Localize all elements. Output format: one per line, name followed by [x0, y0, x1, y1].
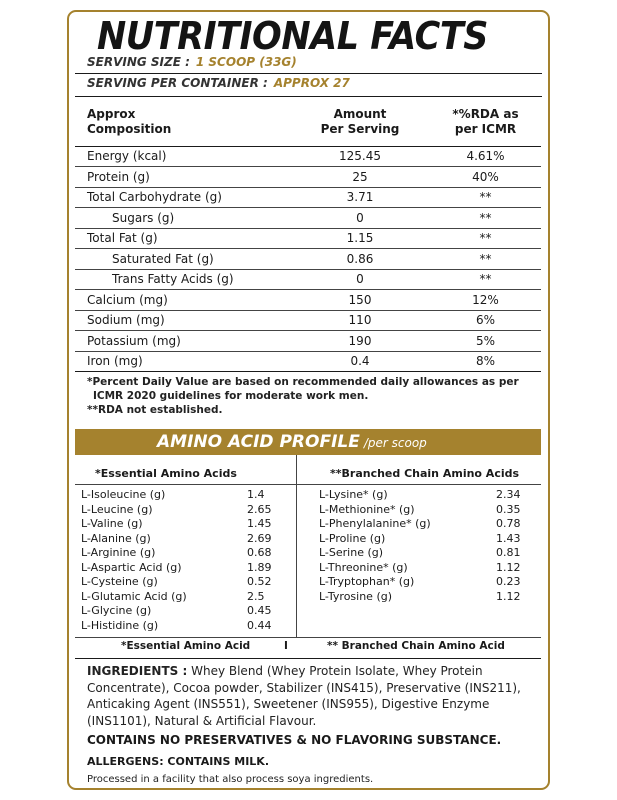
- table-row: Potassium (mg) 190 5%: [75, 331, 541, 352]
- ingredients-label: INGREDIENTS :: [87, 664, 188, 678]
- allergens-notice: ALLERGENS: CONTAINS MILK.: [87, 755, 270, 768]
- serving-size-value: 1 SCOOP (33G): [195, 55, 297, 69]
- divider: [75, 96, 542, 97]
- list-item: L-Proline (g) 1.43: [319, 531, 521, 545]
- divider: [296, 484, 541, 485]
- list-item: L-Methionine* (g) 0.35: [319, 502, 521, 516]
- note-line: ICMR 2020 guidelines for moderate work men.: [93, 390, 369, 402]
- table-row: Iron (mg) 0.4 8%: [75, 351, 541, 372]
- table-row: Trans Fatty Acids (g) 0 **: [75, 269, 541, 290]
- no-preservatives-notice: CONTAINS NO PRESERVATIVES & NO FLAVORING SUBSTANCE.: [87, 733, 502, 747]
- list-item: L-Cysteine (g) 0.52: [81, 575, 272, 588]
- note-line: *Percent Daily Value are based on recommended daily allowances as per: [87, 376, 519, 388]
- divider: [75, 658, 541, 659]
- servings-per-container: [87, 76, 350, 90]
- list-item: L-Phenylalanine* (g) 0.78: [319, 517, 521, 530]
- nutrition-table-header: [75, 98, 541, 146]
- nutrition-facts-panel: [67, 10, 550, 790]
- table-row: Calcium (mg) 150 12%: [75, 290, 541, 311]
- serving-size: [87, 55, 297, 69]
- list-item: L-Lysine* (g) 2.34: [319, 488, 521, 501]
- list-item: L-Histidine (g) 0.44: [81, 618, 272, 632]
- table-row: Energy (kcal) 125.45 4.61%: [75, 146, 541, 167]
- table-row: Total Carbohydrate (g) 3.71 **: [75, 187, 541, 208]
- essential-amino-list: [81, 488, 291, 633]
- list-item: L-Isoleucine (g) 1.4: [81, 488, 265, 501]
- note-line: **RDA not established.: [87, 404, 223, 416]
- ingredients-text: Whey Blend (Whey Protein Isolate, Whey Protein Concentrate), Cocoa powder, Stabilizer (INS415), Preservative (INS211), Anticaking Agent (INS551), Sweetener (INS955), Digestive Enzyme (INS1101), Natural & Artificial Flavour.: [87, 664, 521, 728]
- amino-acid-title: AMINO ACID PROFILE: [157, 432, 360, 452]
- table-row: Total Fat (g) 1.15 **: [75, 228, 541, 249]
- list-item: L-Glycine (g) 0.45: [81, 604, 272, 617]
- rda-notes: [87, 375, 519, 417]
- table-row: Sodium (mg) 110 6%: [75, 310, 541, 331]
- servings-per-container-value: APPROX 27: [273, 76, 350, 90]
- processing-notice: Processed in a facility that also process soya ingredients.: [87, 774, 374, 785]
- header-composition: Approx Composition: [75, 98, 290, 146]
- table-row: Sugars (g) 0 **: [75, 208, 541, 229]
- amino-acid-subtitle: /per scoop: [363, 436, 427, 450]
- servings-per-container-label: SERVING PER CONTAINER :: [87, 76, 268, 90]
- column-divider: [296, 455, 297, 638]
- list-item: L-Alanine (g) 2.69: [81, 531, 272, 545]
- header-amount: Amount Per Serving: [290, 98, 430, 146]
- table-row: Saturated Fat (g) 0.86 **: [75, 249, 541, 270]
- footnote-separator: I: [284, 640, 288, 652]
- list-item: L-Arginine (g) 0.68: [81, 546, 272, 559]
- bcaa-list: [319, 488, 539, 604]
- essential-amino-header: *Essential Amino Acids: [95, 467, 237, 480]
- amino-acid-header-bar: [75, 429, 541, 455]
- list-item: L-Aspartic Acid (g) 1.89: [81, 560, 272, 574]
- list-item: L-Valine (g) 1.45: [81, 517, 272, 530]
- essential-amino-footnote: *Essential Amino Acid: [121, 640, 251, 652]
- list-item: L-Leucine (g) 2.65: [81, 502, 272, 516]
- list-item: L-Threonine* (g) 1.12: [319, 560, 521, 574]
- table-row: Protein (g) 25 40%: [75, 167, 541, 188]
- list-item: L-Glutamic Acid (g) 2.5: [81, 589, 265, 603]
- ingredients: [87, 663, 537, 729]
- nutrition-table: [75, 98, 541, 372]
- divider: [75, 73, 542, 74]
- bcaa-header: **Branched Chain Amino Acids: [330, 467, 520, 480]
- list-item: L-Tryptophan* (g) 0.23: [319, 575, 521, 588]
- list-item: L-Serine (g) 0.81: [319, 546, 521, 559]
- bcaa-footnote: ** Branched Chain Amino Acid: [327, 640, 505, 652]
- serving-size-label: SERVING SIZE :: [87, 55, 190, 69]
- divider: [75, 484, 296, 485]
- header-rda: *%RDA as per ICMR: [430, 98, 541, 146]
- list-item: L-Tyrosine (g) 1.12: [319, 589, 521, 603]
- page-title: NUTRITIONAL FACTS: [97, 14, 488, 58]
